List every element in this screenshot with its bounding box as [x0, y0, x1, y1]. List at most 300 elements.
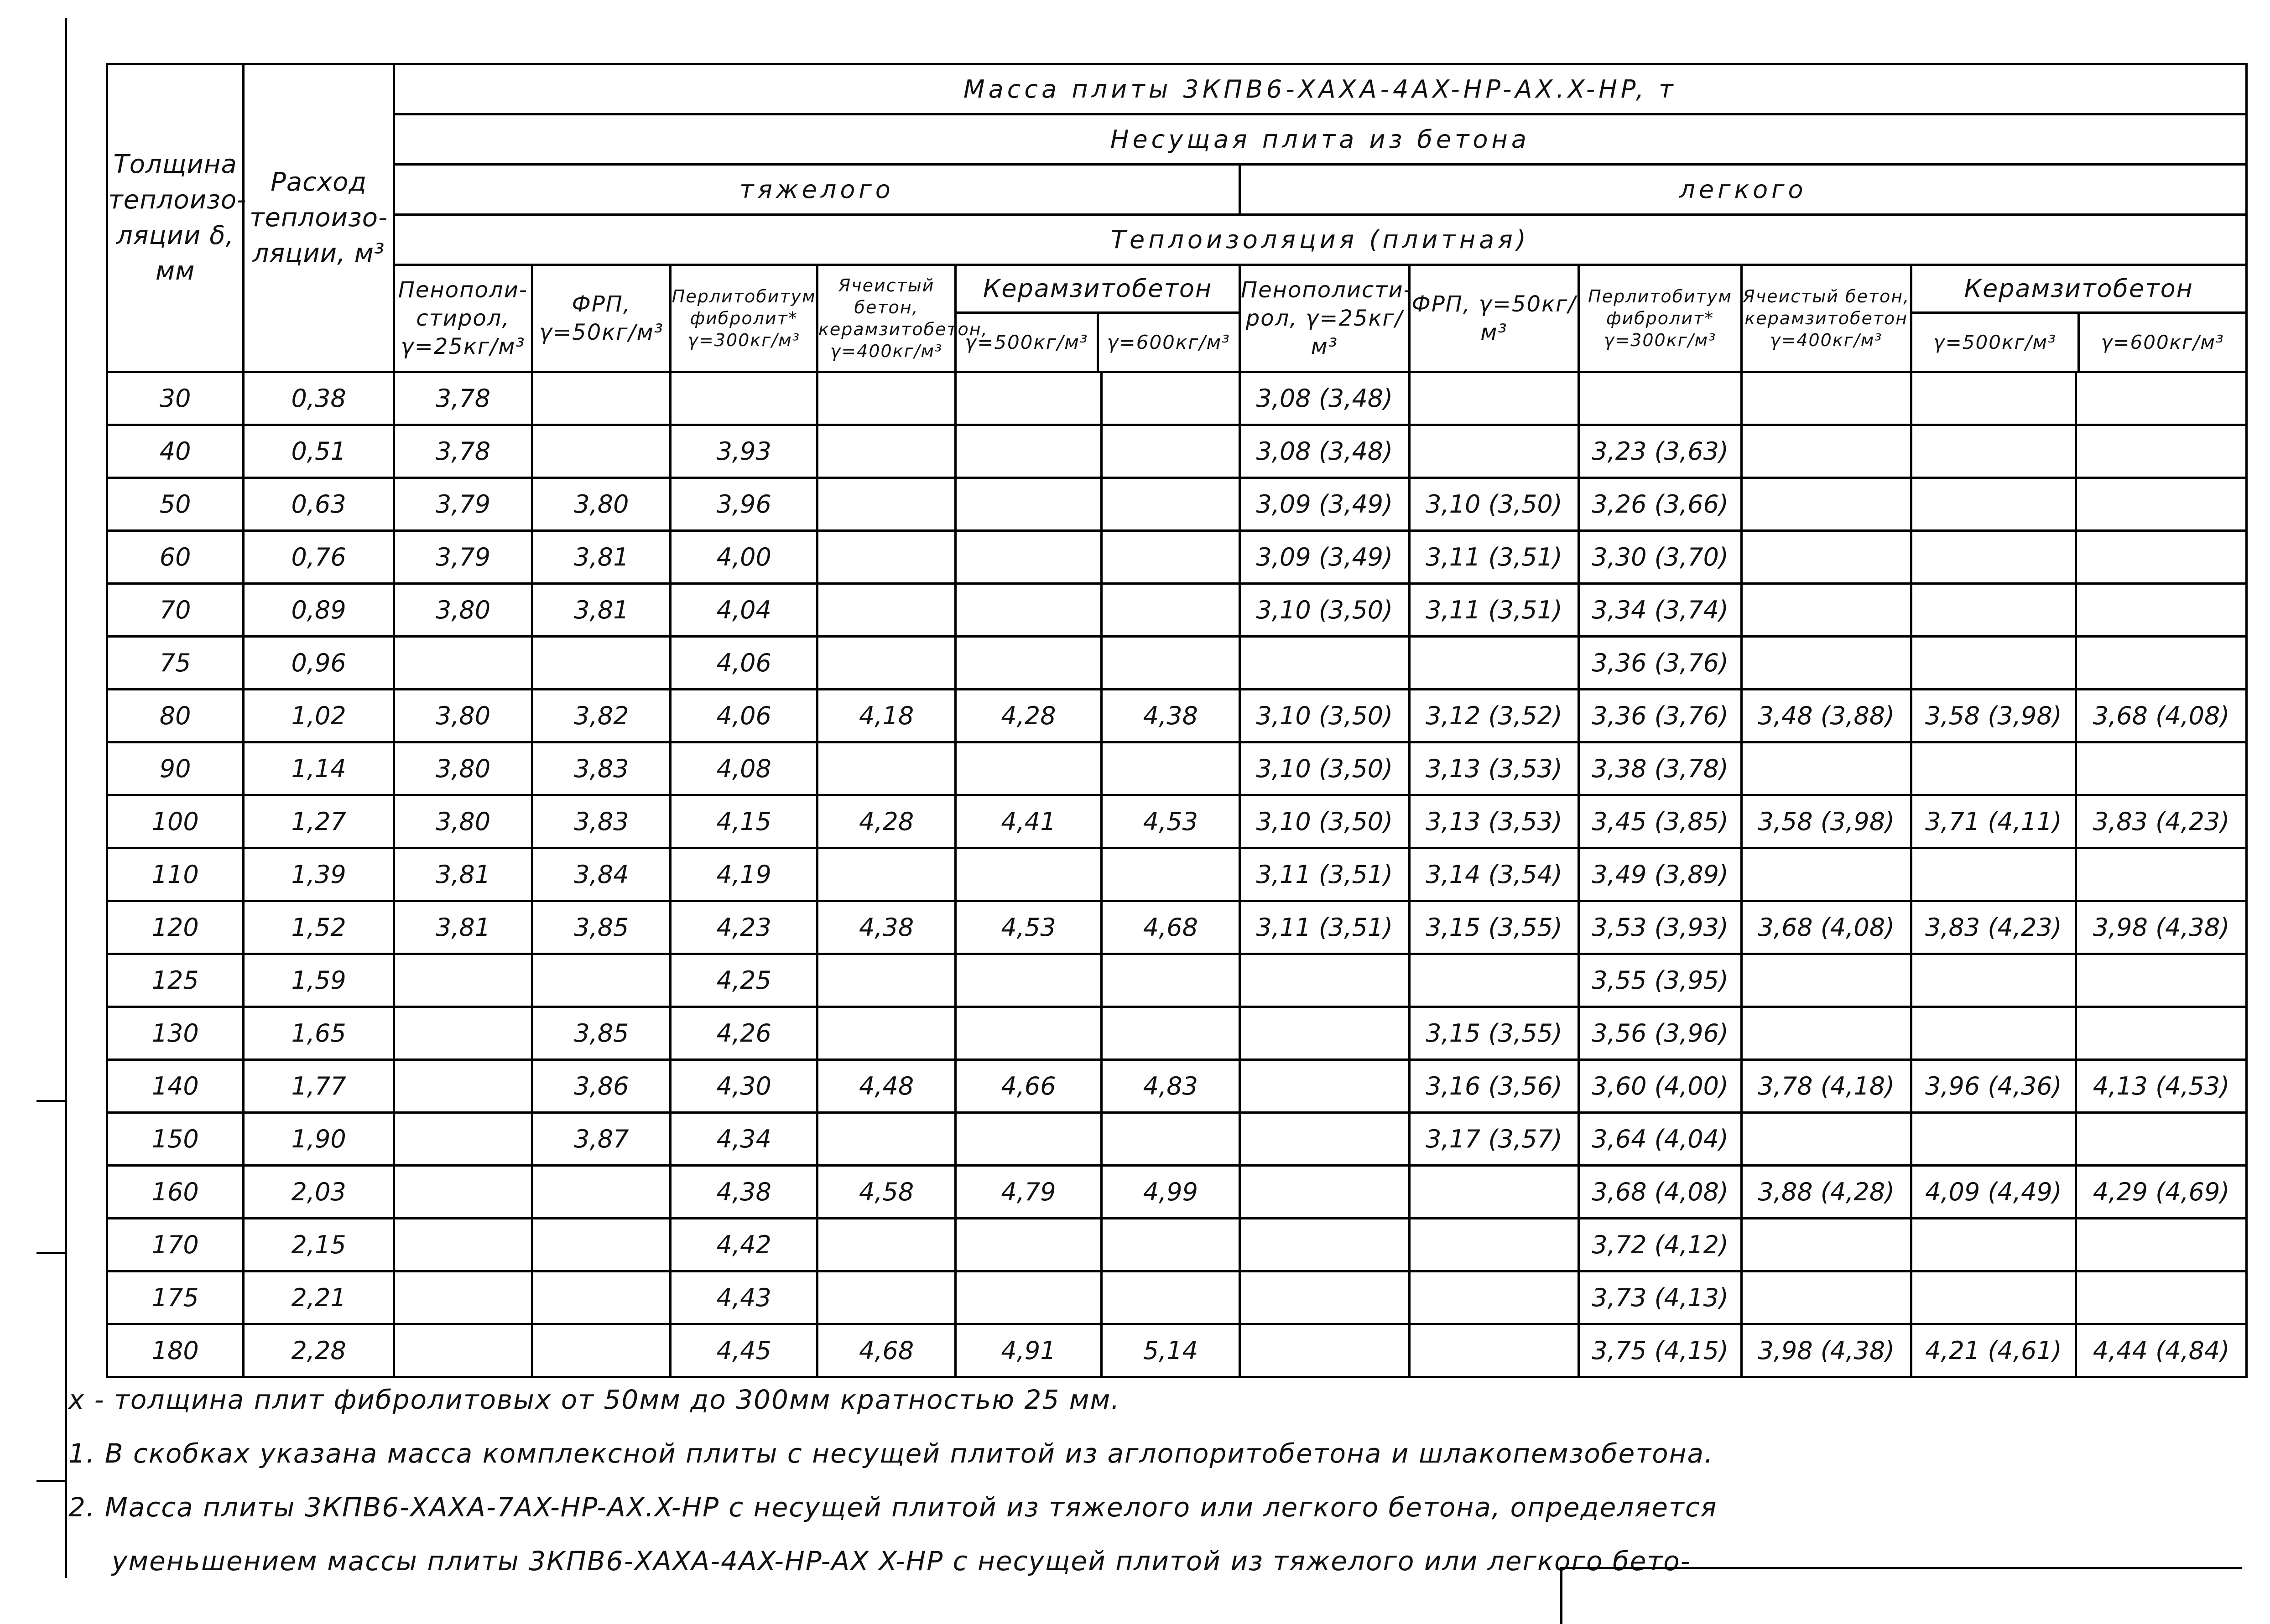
- table-row: [107, 1271, 2247, 1324]
- mass-cell: [956, 954, 1101, 1007]
- thickness-cell: 140: [107, 1060, 244, 1113]
- mass-cell: 5,14: [1101, 1324, 1239, 1377]
- consumption-cell: 1,77: [244, 1060, 394, 1113]
- mass-cell: 4,79: [956, 1166, 1101, 1219]
- table-row: [107, 848, 2247, 901]
- mass-cell: [394, 1113, 532, 1166]
- notes: [68, 1373, 2213, 1588]
- mass-cell: [956, 372, 1101, 425]
- mass-cell: [1409, 1271, 1579, 1324]
- mass-cell: [1741, 1271, 1911, 1324]
- mass-cell: [817, 425, 955, 478]
- mass-cell: [956, 425, 1101, 478]
- mass-cell: 4,23: [671, 901, 817, 954]
- mass-cell: 3,80: [532, 478, 671, 531]
- mass-cell: 3,83 (4,23): [2076, 795, 2247, 848]
- mass-cell: 3,58 (3,98): [1911, 690, 2076, 742]
- consumption-cell: 0,96: [244, 637, 394, 690]
- mass-cell: 3,08 (3,48): [1240, 372, 1410, 425]
- mass-cell: 3,10 (3,50): [1240, 690, 1410, 742]
- light-col-frp: ФРП, γ=50кг/м³: [1409, 265, 1579, 372]
- mass-cell: 4,30: [671, 1060, 817, 1113]
- consumption-cell: 2,03: [244, 1166, 394, 1219]
- mass-cell: [671, 372, 817, 425]
- mass-cell: [532, 1219, 671, 1271]
- mass-cell: 3,68 (4,08): [1579, 1166, 1742, 1219]
- mass-cell: 4,38: [671, 1166, 817, 1219]
- mass-cell: [1911, 1271, 2076, 1324]
- consumption-cell: 0,89: [244, 584, 394, 637]
- thickness-cell: 175: [107, 1271, 244, 1324]
- thickness-cell: 120: [107, 901, 244, 954]
- mass-cell: [1101, 742, 1239, 795]
- mass-cell: 4,21 (4,61): [1911, 1324, 2076, 1377]
- mass-cell: 3,38 (3,78): [1579, 742, 1742, 795]
- mass-cell: [2076, 425, 2247, 478]
- footnote: х - толщина плит фибролитовых от 50мм до 300мм кратностью 25 мм.: [68, 1384, 1120, 1415]
- mass-cell: 4,41: [956, 795, 1101, 848]
- mass-cell: [1101, 425, 1239, 478]
- mass-cell: 4,83: [1101, 1060, 1239, 1113]
- mass-cell: [956, 531, 1101, 584]
- mass-table: [106, 63, 2248, 1378]
- mass-cell: 4,53: [956, 901, 1101, 954]
- consumption-cell: 1,59: [244, 954, 394, 1007]
- mass-cell: [394, 954, 532, 1007]
- heavy-concrete-header: тяжелого: [394, 165, 1239, 215]
- consumption-cell: 2,15: [244, 1219, 394, 1271]
- mass-cell: 3,96 (4,36): [1911, 1060, 2076, 1113]
- mass-cell: 3,55 (3,95): [1579, 954, 1742, 1007]
- consumption-cell: 1,52: [244, 901, 394, 954]
- mass-cell: 3,23 (3,63): [1579, 425, 1742, 478]
- mass-cell: [532, 372, 671, 425]
- mass-cell: 3,93: [671, 425, 817, 478]
- light-concrete-header: легкого: [1240, 165, 2247, 215]
- thickness-cell: 80: [107, 690, 244, 742]
- thickness-header: Толщина теплоизо-ляции δ, мм: [107, 64, 244, 372]
- mass-cell: 3,11 (3,51): [1409, 531, 1579, 584]
- heavy-col-cellular: Ячеистый бетон, керамзитобетон, γ=400кг/м³: [817, 265, 955, 372]
- note-2b: уменьшением массы плиты 3КПВ6-XAXA-4AX-HP-AX X-HP с несущей плитой из тяжелого или легкого бето-: [112, 1546, 1691, 1577]
- mass-cell: 3,83: [532, 795, 671, 848]
- mass-cell: 4,26: [671, 1007, 817, 1060]
- mass-cell: 3,36 (3,76): [1579, 690, 1742, 742]
- mass-cell: [817, 848, 955, 901]
- mass-cell: [1409, 954, 1579, 1007]
- mass-cell: 3,81: [394, 901, 532, 954]
- mass-cell: 3,85: [532, 1007, 671, 1060]
- mass-cell: [817, 1219, 955, 1271]
- mass-cell: [2076, 1007, 2247, 1060]
- mass-cell: 3,10 (3,50): [1409, 478, 1579, 531]
- mass-cell: 3,98 (4,38): [1741, 1324, 1911, 1377]
- mass-cell: [1101, 584, 1239, 637]
- heavy-col-polystyrene: Пенополи-стирол, γ=25кг/м³: [394, 265, 532, 372]
- mass-cell: [1409, 425, 1579, 478]
- consumption-cell: 2,21: [244, 1271, 394, 1324]
- light-keramzit-label: Керамзитобетон: [1912, 266, 2245, 314]
- thickness-cell: 130: [107, 1007, 244, 1060]
- consumption-cell: 0,63: [244, 478, 394, 531]
- mass-cell: [1911, 1007, 2076, 1060]
- mass-cell: 3,15 (3,55): [1409, 1007, 1579, 1060]
- mass-cell: [1240, 1007, 1410, 1060]
- mass-cell: 4,68: [1101, 901, 1239, 954]
- mass-cell: 4,48: [817, 1060, 955, 1113]
- consumption-cell: 0,51: [244, 425, 394, 478]
- mass-cell: 3,98 (4,38): [2076, 901, 2247, 954]
- table-row: [107, 531, 2247, 584]
- mass-cell: 4,99: [1101, 1166, 1239, 1219]
- mass-cell: [817, 478, 955, 531]
- consumption-cell: 1,14: [244, 742, 394, 795]
- mass-cell: 3,09 (3,49): [1240, 531, 1410, 584]
- mass-cell: [532, 954, 671, 1007]
- mass-cell: [1741, 1113, 1911, 1166]
- mass-cell: 4,06: [671, 637, 817, 690]
- note-2a: 2. Масса плиты 3КПВ6-XAXA-7AX-HP-AX.X-HP с несущей плитой из тяжелого или легкого бетона, определяется: [68, 1492, 1718, 1523]
- light-keramzit-500: γ=500кг/м³: [1912, 314, 2080, 371]
- mass-cell: [1240, 1113, 1410, 1166]
- mass-cell: [394, 1060, 532, 1113]
- mass-cell: [532, 1271, 671, 1324]
- mass-cell: [1579, 372, 1742, 425]
- mass-cell: [1409, 372, 1579, 425]
- mass-cell: [956, 742, 1101, 795]
- mass-cell: [817, 954, 955, 1007]
- mass-cell: [1741, 848, 1911, 901]
- mass-cell: 4,34: [671, 1113, 817, 1166]
- mass-cell: 3,79: [394, 531, 532, 584]
- thickness-cell: 150: [107, 1113, 244, 1166]
- mass-cell: 3,14 (3,54): [1409, 848, 1579, 901]
- thickness-cell: 30: [107, 372, 244, 425]
- mass-cell: 3,26 (3,66): [1579, 478, 1742, 531]
- mass-cell: [2076, 1271, 2247, 1324]
- thickness-cell: 160: [107, 1166, 244, 1219]
- mass-cell: [817, 531, 955, 584]
- mass-cell: [956, 848, 1101, 901]
- mass-cell: [394, 1007, 532, 1060]
- mass-cell: 3,78: [394, 425, 532, 478]
- mass-cell: 4,44 (4,84): [2076, 1324, 2247, 1377]
- mass-cell: 3,13 (3,53): [1409, 742, 1579, 795]
- table-row: [107, 372, 2247, 425]
- mass-cell: 3,80: [394, 795, 532, 848]
- mass-cell: 3,08 (3,48): [1240, 425, 1410, 478]
- table-row: [107, 1166, 2247, 1219]
- title-block-corner: [1560, 1567, 2242, 1624]
- mass-title: Масса плиты 3КПВ6-XAXA-4AX-HP-AX.X-HP, т: [394, 64, 2246, 114]
- mass-cell: 3,60 (4,00): [1579, 1060, 1742, 1113]
- heavy-keramzit-label: Керамзитобетон: [957, 266, 1239, 314]
- mass-cell: [817, 1113, 955, 1166]
- mass-cell: [1240, 954, 1410, 1007]
- consumption-cell: 1,90: [244, 1113, 394, 1166]
- mass-cell: [394, 1324, 532, 1377]
- mass-cell: [1101, 531, 1239, 584]
- mass-cell: [1741, 637, 1911, 690]
- table-row: [107, 1324, 2247, 1377]
- margin-tick-1: [36, 1100, 66, 1102]
- mass-cell: 3,30 (3,70): [1579, 531, 1742, 584]
- mass-cell: 4,28: [817, 795, 955, 848]
- mass-cell: [817, 584, 955, 637]
- mass-cell: 4,43: [671, 1271, 817, 1324]
- table-row: [107, 795, 2247, 848]
- mass-cell: 3,13 (3,53): [1409, 795, 1579, 848]
- mass-cell: 3,58 (3,98): [1741, 795, 1911, 848]
- table-row: [107, 901, 2247, 954]
- light-col-keramzit: [1911, 265, 2246, 372]
- mass-cell: [1741, 954, 1911, 1007]
- mass-cell: [2076, 531, 2247, 584]
- carrier-header: Несущая плита из бетона: [394, 114, 2246, 165]
- table-row: [107, 690, 2247, 742]
- mass-cell: [1741, 1007, 1911, 1060]
- mass-cell: 3,84: [532, 848, 671, 901]
- heavy-col-perlite: Перлитобитум фибролит* γ=300кг/м³: [671, 265, 817, 372]
- mass-cell: 3,15 (3,55): [1409, 901, 1579, 954]
- mass-cell: [1240, 1219, 1410, 1271]
- mass-cell: 4,08: [671, 742, 817, 795]
- mass-cell: [1101, 848, 1239, 901]
- mass-cell: 3,80: [394, 690, 532, 742]
- mass-cell: [2076, 954, 2247, 1007]
- light-col-polystyrene: Пенополисти-рол, γ=25кг/м³: [1240, 265, 1410, 372]
- mass-cell: [2076, 637, 2247, 690]
- mass-cell: [817, 372, 955, 425]
- consumption-cell: 2,28: [244, 1324, 394, 1377]
- table-row: [107, 584, 2247, 637]
- mass-cell: 3,82: [532, 690, 671, 742]
- mass-cell: 3,96: [671, 478, 817, 531]
- thickness-cell: 70: [107, 584, 244, 637]
- note-1: 1. В скобках указана масса комплексной плиты с несущей плитой из аглопоритобетона и шлакопемзобетона.: [68, 1438, 1714, 1469]
- mass-cell: [1741, 742, 1911, 795]
- mass-cell: 3,81: [394, 848, 532, 901]
- mass-cell: [1101, 372, 1239, 425]
- mass-cell: [1240, 1324, 1410, 1377]
- mass-cell: 3,85: [532, 901, 671, 954]
- thickness-cell: 40: [107, 425, 244, 478]
- mass-cell: [1101, 1007, 1239, 1060]
- mass-cell: [1741, 584, 1911, 637]
- mass-cell: 3,17 (3,57): [1409, 1113, 1579, 1166]
- heavy-col-frp: ФРП, γ=50кг/м³: [532, 265, 671, 372]
- mass-cell: 3,16 (3,56): [1409, 1060, 1579, 1113]
- mass-cell: [1911, 1219, 2076, 1271]
- heavy-col-keramzit: [956, 265, 1240, 372]
- table-row: [107, 742, 2247, 795]
- thickness-cell: 60: [107, 531, 244, 584]
- mass-cell: 4,58: [817, 1166, 955, 1219]
- mass-cell: 3,34 (3,74): [1579, 584, 1742, 637]
- table-row: [107, 1007, 2247, 1060]
- mass-cell: [1409, 1166, 1579, 1219]
- mass-cell: [1911, 584, 2076, 637]
- mass-cell: [1101, 478, 1239, 531]
- mass-cell: [956, 478, 1101, 531]
- mass-cell: [1911, 848, 2076, 901]
- mass-cell: [817, 1271, 955, 1324]
- consumption-cell: 1,65: [244, 1007, 394, 1060]
- mass-cell: 4,09 (4,49): [1911, 1166, 2076, 1219]
- mass-cell: 3,81: [532, 584, 671, 637]
- mass-cell: [2076, 478, 2247, 531]
- mass-cell: [1409, 637, 1579, 690]
- mass-cell: [2076, 742, 2247, 795]
- binding-margin-line: [65, 18, 67, 1578]
- mass-cell: [2076, 584, 2247, 637]
- mass-cell: 3,45 (3,85): [1579, 795, 1742, 848]
- mass-cell: [1101, 1219, 1239, 1271]
- mass-cell: 3,10 (3,50): [1240, 795, 1410, 848]
- thickness-cell: 180: [107, 1324, 244, 1377]
- mass-cell: [1101, 954, 1239, 1007]
- mass-cell: 4,15: [671, 795, 817, 848]
- consumption-header: Расход теплоизо-ляции, м³: [244, 64, 394, 372]
- mass-cell: 4,45: [671, 1324, 817, 1377]
- mass-cell: 3,81: [532, 531, 671, 584]
- mass-cell: 3,73 (4,13): [1579, 1271, 1742, 1324]
- mass-cell: [956, 1113, 1101, 1166]
- mass-cell: 4,04: [671, 584, 817, 637]
- mass-cell: 3,36 (3,76): [1579, 637, 1742, 690]
- mass-cell: 3,11 (3,51): [1240, 848, 1410, 901]
- mass-cell: 3,49 (3,89): [1579, 848, 1742, 901]
- mass-cell: [1741, 478, 1911, 531]
- mass-cell: 3,68 (4,08): [2076, 690, 2247, 742]
- mass-cell: [394, 1219, 532, 1271]
- mass-cell: 4,38: [817, 901, 955, 954]
- mass-cell: 3,78 (4,18): [1741, 1060, 1911, 1113]
- mass-cell: [2076, 848, 2247, 901]
- mass-cell: 3,11 (3,51): [1240, 901, 1410, 954]
- mass-cell: [532, 637, 671, 690]
- mass-cell: [532, 1324, 671, 1377]
- consumption-cell: 1,02: [244, 690, 394, 742]
- mass-cell: [1409, 1324, 1579, 1377]
- consumption-cell: 1,27: [244, 795, 394, 848]
- mass-cell: [956, 637, 1101, 690]
- mass-cell: 3,68 (4,08): [1741, 901, 1911, 954]
- thickness-cell: 100: [107, 795, 244, 848]
- mass-cell: 3,53 (3,93): [1579, 901, 1742, 954]
- mass-cell: [532, 1166, 671, 1219]
- mass-cell: 4,19: [671, 848, 817, 901]
- mass-cell: 3,11 (3,51): [1409, 584, 1579, 637]
- thickness-cell: 90: [107, 742, 244, 795]
- mass-cell: [1101, 637, 1239, 690]
- mass-cell: 3,10 (3,50): [1240, 584, 1410, 637]
- mass-cell: 3,83: [532, 742, 671, 795]
- table-body: [107, 372, 2247, 1377]
- mass-cell: 3,71 (4,11): [1911, 795, 2076, 848]
- mass-cell: [1741, 425, 1911, 478]
- mass-cell: [1741, 1219, 1911, 1271]
- mass-cell: [817, 742, 955, 795]
- mass-cell: 3,80: [394, 584, 532, 637]
- mass-cell: 4,29 (4,69): [2076, 1166, 2247, 1219]
- table-row: [107, 425, 2247, 478]
- light-col-perlite: Перлитобитум фибролит* γ=300кг/м³: [1579, 265, 1742, 372]
- mass-cell: [956, 1007, 1101, 1060]
- mass-cell: [2076, 372, 2247, 425]
- mass-cell: 3,10 (3,50): [1240, 742, 1410, 795]
- mass-cell: [394, 1271, 532, 1324]
- mass-cell: [1741, 372, 1911, 425]
- heavy-keramzit-500: γ=500кг/м³: [957, 314, 1099, 371]
- thickness-cell: 75: [107, 637, 244, 690]
- mass-cell: 4,18: [817, 690, 955, 742]
- light-col-cellular: Ячеистый бетон, керамзитобетон γ=400кг/м³: [1741, 265, 1911, 372]
- mass-cell: [532, 425, 671, 478]
- mass-cell: 4,38: [1101, 690, 1239, 742]
- consumption-cell: 0,76: [244, 531, 394, 584]
- mass-cell: [1911, 742, 2076, 795]
- mass-cell: 3,12 (3,52): [1409, 690, 1579, 742]
- mass-cell: 4,66: [956, 1060, 1101, 1113]
- table-row: [107, 1219, 2247, 1271]
- mass-cell: [2076, 1113, 2247, 1166]
- mass-cell: [1240, 1060, 1410, 1113]
- mass-cell: 4,13 (4,53): [2076, 1060, 2247, 1113]
- mass-cell: [1101, 1113, 1239, 1166]
- mass-cell: [1240, 637, 1410, 690]
- thickness-cell: 125: [107, 954, 244, 1007]
- mass-cell: 3,48 (3,88): [1741, 690, 1911, 742]
- table-row: [107, 637, 2247, 690]
- consumption-cell: 1,39: [244, 848, 394, 901]
- mass-cell: [1911, 1113, 2076, 1166]
- mass-cell: 4,28: [956, 690, 1101, 742]
- mass-cell: [1911, 954, 2076, 1007]
- margin-tick-2: [36, 1252, 66, 1254]
- mass-cell: [1101, 1271, 1239, 1324]
- consumption-cell: 0,38: [244, 372, 394, 425]
- mass-cell: 3,88 (4,28): [1741, 1166, 1911, 1219]
- light-keramzit-600: γ=600кг/м³: [2101, 331, 2224, 353]
- insulation-header: Теплоизоляция (плитная): [394, 215, 2246, 265]
- mass-cell: [1240, 1166, 1410, 1219]
- margin-tick-3: [36, 1480, 66, 1482]
- table-row: [107, 1060, 2247, 1113]
- thickness-cell: 170: [107, 1219, 244, 1271]
- mass-cell: [956, 1271, 1101, 1324]
- mass-cell: [1409, 1219, 1579, 1271]
- mass-cell: 3,83 (4,23): [1911, 901, 2076, 954]
- mass-cell: [956, 1219, 1101, 1271]
- mass-cell: [394, 637, 532, 690]
- thickness-cell: 110: [107, 848, 244, 901]
- thickness-cell: 50: [107, 478, 244, 531]
- mass-cell: [1240, 1271, 1410, 1324]
- mass-cell: 3,79: [394, 478, 532, 531]
- mass-cell: [2076, 1219, 2247, 1271]
- mass-cell: [1741, 531, 1911, 584]
- mass-cell: 3,87: [532, 1113, 671, 1166]
- mass-cell: [817, 637, 955, 690]
- mass-cell: 3,72 (4,12): [1579, 1219, 1742, 1271]
- mass-cell: 4,06: [671, 690, 817, 742]
- mass-cell: [956, 584, 1101, 637]
- mass-cell: [1911, 531, 2076, 584]
- mass-cell: [1911, 478, 2076, 531]
- mass-cell: 4,91: [956, 1324, 1101, 1377]
- mass-cell: 4,42: [671, 1219, 817, 1271]
